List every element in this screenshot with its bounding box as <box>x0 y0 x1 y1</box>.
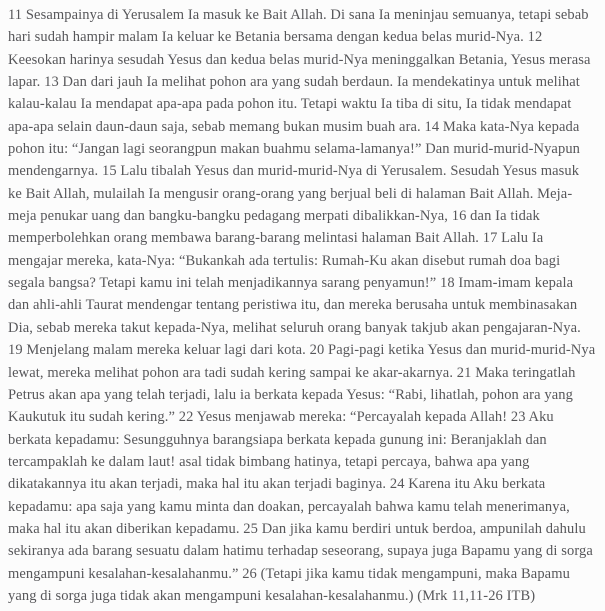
passage-text: 11 Sesampainya di Yerusalem Ia masuk ke Bait Allah. Di sana Ia meninjau semuanya, tetapi sebab hari sudah hampir malam Ia keluar ke Betania bersama dengan kedua belas murid-Nya. 12 Keesokan harinya sesudah Yesus dan kedua belas murid-Nya meninggalkan Betania, Yesus merasa lapar. 13 Dan dari jauh Ia melihat pohon ara yang sudah berdaun. Ia mendekatinya untuk melihat kalau-kalau Ia mendapat apa-apa pada pohon itu. Tetapi waktu Ia tiba di situ, Ia tidak mendapat apa-apa selain daun-daun saja, sebab memang bukan musim buah ara. 14 Maka kata-Nya kepada pohon itu: “Jangan lagi seorangpun makan buahmu selama-lamanya!” Dan murid-murid-Nyapun mendengarnya. 15 Lalu tibalah Yesus dan murid-murid-Nya di Yerusalem. Sesudah Yesus masuk ke Bait Allah, mulailah Ia mengusir orang-orang yang berjual beli di halaman Bait Allah. Meja-meja penukar uang dan bangku-bangku pedagang merpati dibalikkan-Nya, 16 dan Ia tidak memperbolehkan orang membawa barang-barang melintasi halaman Bait Allah. 17 Lalu Ia mengajar mereka, kata-Nya: “Bukankah ada tertulis: Rumah-Ku akan disebut rumah doa bagi segala bangsa? Tetapi kamu ini telah menjadikannya sarang penyamun!” 18 Imam-imam kepala dan ahli-ahli Taurat mendengar tentang peristiwa itu, dan mereka berusaha untuk membinasakan Dia, sebab mereka takut kepada-Nya, melihat seluruh orang banyak takjub akan pengajaran-Nya. 19 Menjelang malam mereka keluar lagi dari kota. 20 Pagi-pagi ketika Yesus dan murid-murid-Nya lewat, mereka melihat pohon ara tadi sudah kering sampai ke akar-akarnya. 21 Maka teringatlah Petrus akan apa yang telah terjadi, lalu ia berkata kepada Yesus: “Rabi, lihatlah, pohon ara yang Kaukutuk itu sudah kering.” 22 Yesus menjawab mereka: “Percayalah kepada Allah! 23 Aku berkata kepadamu: Sesungguhnya barangsiapa berkata kepada gunung ini: Beranjaklah dan tercampaklah ke dalam laut! asal tidak bimbang hatinya, tetapi percaya, bahwa apa yang dikatakannya itu akan terjadi, maka hal itu akan terjadi baginya. 24 Karena itu Aku berkata kepadamu: apa saja yang kamu minta dan doakan, percayalah bahwa kamu telah menerimanya, maka hal itu akan diberikan kepadamu. 25 Dan jika kamu berdiri untuk berdoa, ampunilah dahulu sekiranya ada barang sesuatu dalam hatimu terhadap seseorang, supaya juga Bapamu yang di sorga mengampuni kesalahan-kesalahanmu.” 26 (Tetapi jika kamu tidak mengampuni, maka Bapamu yang di sorga juga tidak akan mengampuni kesalahan-kesalahanmu.) <box>8 7 596 604</box>
scripture-passage <box>8 4 596 607</box>
passage-reference: (Mrk 11,11-26 ITB) <box>417 587 536 604</box>
